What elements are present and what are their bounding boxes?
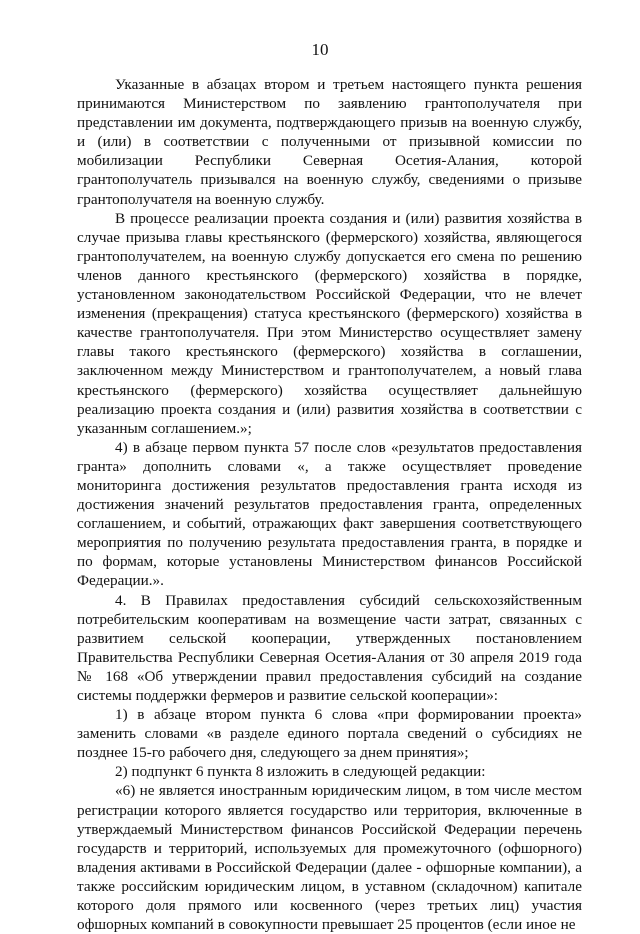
- paragraph-decision-conditions: Указанные в абзацах втором и третьем настоящего пункта решения принимаются Министерством по заявлению грантополучателя при представлении им документа, подтверждающего призыв на военную службу, и (или) в соответствии с полученными от призывной комиссии по мобилизации Республики Северная Осетия-Алания, которой грантополучатель призывался на военную службу, сведениями о призыве грантополучателя на военную службу.: [77, 76, 582, 208]
- paragraph-subitem-1: 1) в абзаце втором пункта 6 слова «при формировании проекта» заменить словами «в разделе единого портала сведений о субсидиях не позднее 15-го рабочего дня, следующего за днем принятия»;: [77, 706, 582, 762]
- paragraph-head-replacement: В процессе реализации проекта создания и (или) развития хозяйства в случае призыва главы крестьянского (фермерского) хозяйства, являющегося грантополучателем, на военную службу допускается его смена по решению членов данного крестьянского (фермерского) хозяйства в порядке, установленном законодательством Российской Федерации, что не влечет изменения (прекращения) статуса крестьянского (фермерского) хозяйства в качестве грантополучателя. При этом Министерство осуществляет замену главы такого крестьянского (фермерского) хозяйства в соглашении, заключенном между Министерством и грантополучателем, а новый глава крестьянского (фермерского) хозяйства осуществляет дальнейшую реализацию проекта создания и (или) развития хозяйства в соответствии с указанным соглашением.»;: [77, 209, 582, 437]
- paragraph-section-4-rules: 4. В Правилах предоставления субсидий сельскохозяйственным потребительским кооперативам на возмещение части затрат, связанных с развитием сельской кооперации, утвержденных постановлением Правительства Республики Северная Осетия-Алания от 30 апреля 2019 года № 168 «Об утверждении правил предоставления субсидий на создание системы поддержки фермеров и развитие сельской кооперации»:: [77, 591, 582, 704]
- paragraph-subitem-2: 2) подпункт 6 пункта 8 изложить в следующей редакции:: [115, 763, 486, 781]
- paragraph-new-wording-6: «6) не является иностранным юридическим лицом, в том числе местом регистрации которого является государство или территория, включенные в утверждаемый Министерством финансов Российской Федерации перечень государств и территорий, используемых для промежуточного (офшорного) владения активами в Российской Федерации (далее - офшорные компании), а также российским юридическим лицом, в уставном (складочном) капитале которого доля прямого или косвенного (через третьих лиц) участия офшорных компаний в совокупности превышает 25 процентов (если иное не: [77, 782, 582, 934]
- paragraph-item-4-monitoring: 4) в абзаце первом пункта 57 после слов «результатов предоставления гранта» дополнить словами «, а также осуществляет проведение мониторинга достижения результатов предоставления гранта исходя из достижения значений результатов предоставления гранта, определенных соглашением, и событий, отражающих факт завершения соответствующего мероприятия по получению результата предоставления гранта, в порядке и по формам, которые установлены Министерством финансов Российской Федерации.».: [77, 438, 582, 590]
- document-body: [77, 75, 582, 934]
- page-number: 10: [311, 40, 329, 59]
